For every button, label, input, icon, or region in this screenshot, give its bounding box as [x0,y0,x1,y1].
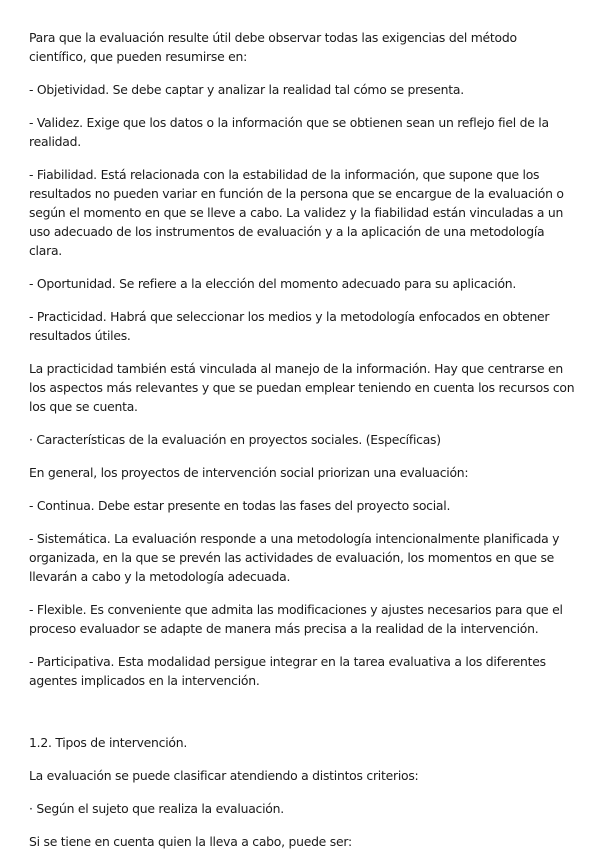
paragraph-sistematica: - Sistemática. La evaluación responde a una metodología intencionalmente planificada y organizada, en la que se prevén las actividades de evaluación, los momentos en que se llevarán a cabo y la metodología adecuada. [29,531,560,584]
paragraph-segun-sujeto: · Según el sujeto que realiza la evaluación. [29,801,284,816]
paragraph-validez: - Validez. Exige que los datos o la información que se obtienen sean un reflejo fiel de la realidad. [29,115,549,149]
paragraph-caracteristicas-heading: · Características de la evaluación en proyectos sociales. (Específicas) [29,432,441,447]
paragraph-flexible: - Flexible. Es conveniente que admita las modificaciones y ajustes necesarios para que el proceso evaluador se adapte de manera más precisa a la realidad de la intervención. [29,602,563,636]
paragraph-fiabilidad: - Fiabilidad. Está relacionada con la estabilidad de la información, que supone que los resultados no pueden variar en función de la persona que se encargue de la evaluación o según el momento en que se lleve a cabo. La validez y la fiabilidad están vinculadas a un uso adecuado de los instrumentos de evaluación y a la aplicación de una metodología clara. [29,167,564,258]
paragraph-quien-lleva: Si se tiene en cuenta quien la lleva a cabo, puede ser: [29,834,352,849]
paragraph-continua: - Continua. Debe estar presente en todas las fases del proyecto social. [29,498,451,513]
section-heading-tipos: 1.2. Tipos de intervención. [29,735,188,750]
paragraph-participativa: - Participativa. Esta modalidad persigue integrar en la tarea evaluativa a los diferentes agentes implicados en la intervención. [29,654,546,688]
paragraph-practicidad-detail: La practicidad también está vinculada al manejo de la información. Hay que centrarse en los aspectos más relevantes y que se puedan emplear teniendo en cuenta los recursos con los que se cuenta. [29,361,575,414]
document-page [29,28,577,865]
paragraph-oportunidad: - Oportunidad. Se refiere a la elección del momento adecuado para su aplicación. [29,276,517,291]
paragraph-clasificacion: La evaluación se puede clasificar atendiendo a distintos criterios: [29,768,419,783]
paragraph-intro: Para que la evaluación resulte útil debe observar todas las exigencias del método científico, que pueden resumirse en: [29,30,517,64]
paragraph-objetividad: - Objetividad. Se debe captar y analizar la realidad tal cómo se presenta. [29,82,464,97]
paragraph-practicidad: - Practicidad. Habrá que seleccionar los medios y la metodología enfocados en obtener resultados útiles. [29,309,550,343]
paragraph-proyectos-intro: En general, los proyectos de intervención social priorizan una evaluación: [29,465,469,480]
